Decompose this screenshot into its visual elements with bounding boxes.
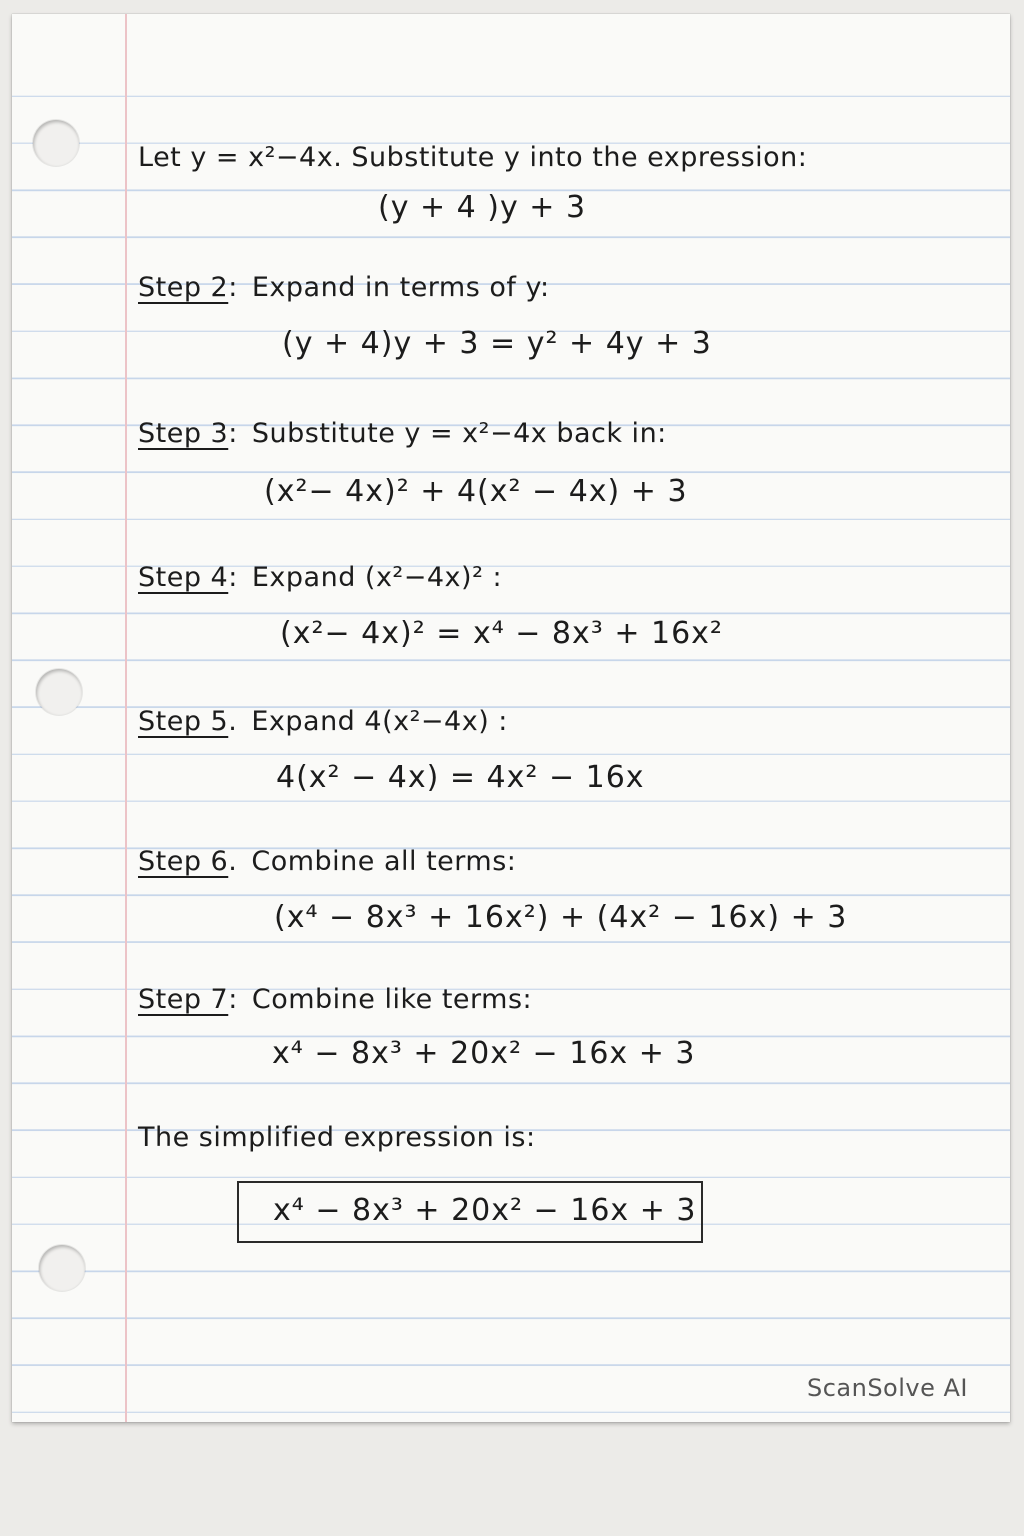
step-2-equation: (y + 4)y + 3 = y² + 4y + 3: [282, 326, 712, 361]
step-3-equation: (x²− 4x)² + 4(x² − 4x) + 3: [264, 474, 688, 509]
step-4-equation: (x²− 4x)² = x⁴ − 8x³ + 16x²: [280, 616, 723, 651]
step-7-heading: [138, 984, 532, 1015]
binder-hole-middle: [36, 669, 82, 715]
step-5-text: Expand 4(x²−4x) :: [251, 706, 508, 737]
step-2-label: Step 2: [138, 272, 229, 303]
step-7-label: Step 7: [138, 984, 229, 1015]
step-3-heading: [138, 418, 667, 449]
final-answer-box: [237, 1181, 703, 1243]
margin-line: [125, 14, 127, 1422]
step-6-label: Step 6: [138, 846, 229, 877]
step-3-separator: :: [228, 418, 238, 449]
intro-equation: (y + 4 )y + 3: [378, 190, 587, 225]
step-4-separator: :: [228, 562, 238, 593]
intro-text: Let y = x²−4x. Substitute y into the expression:: [138, 142, 808, 173]
binder-hole-top: [33, 120, 79, 166]
conclusion-text: The simplified expression is:: [138, 1122, 536, 1153]
step-3-text: Substitute y = x²−4x back in:: [251, 418, 667, 449]
step-7-equation: x⁴ − 8x³ + 20x² − 16x + 3: [272, 1036, 696, 1071]
notebook-page: [12, 14, 1010, 1422]
step-5-equation: 4(x² − 4x) = 4x² − 16x: [276, 760, 645, 795]
step-7-separator: :: [228, 984, 238, 1015]
step-4-heading: [138, 562, 502, 593]
step-6-separator: .: [228, 846, 238, 877]
step-4-text: Expand (x²−4x)² :: [251, 562, 503, 593]
step-6-heading: [138, 846, 516, 877]
step-2-text: Expand in terms of y:: [251, 272, 550, 303]
step-5-separator: .: [228, 706, 238, 737]
step-4-label: Step 4: [138, 562, 229, 593]
step-3-label: Step 3: [138, 418, 229, 449]
step-6-equation: (x⁴ − 8x³ + 16x²) + (4x² − 16x) + 3: [274, 900, 848, 935]
step-7-text: Combine like terms:: [251, 984, 533, 1015]
step-2-separator: :: [228, 272, 238, 303]
final-answer: x⁴ − 8x³ + 20x² − 16x + 3: [273, 1193, 697, 1228]
brand-watermark: ScanSolve AI: [806, 1374, 968, 1402]
binder-hole-bottom: [39, 1245, 85, 1291]
step-6-text: Combine all terms:: [251, 846, 517, 877]
step-5-heading: [138, 706, 508, 737]
step-5-label: Step 5: [138, 706, 229, 737]
step-2-heading: [138, 272, 550, 303]
